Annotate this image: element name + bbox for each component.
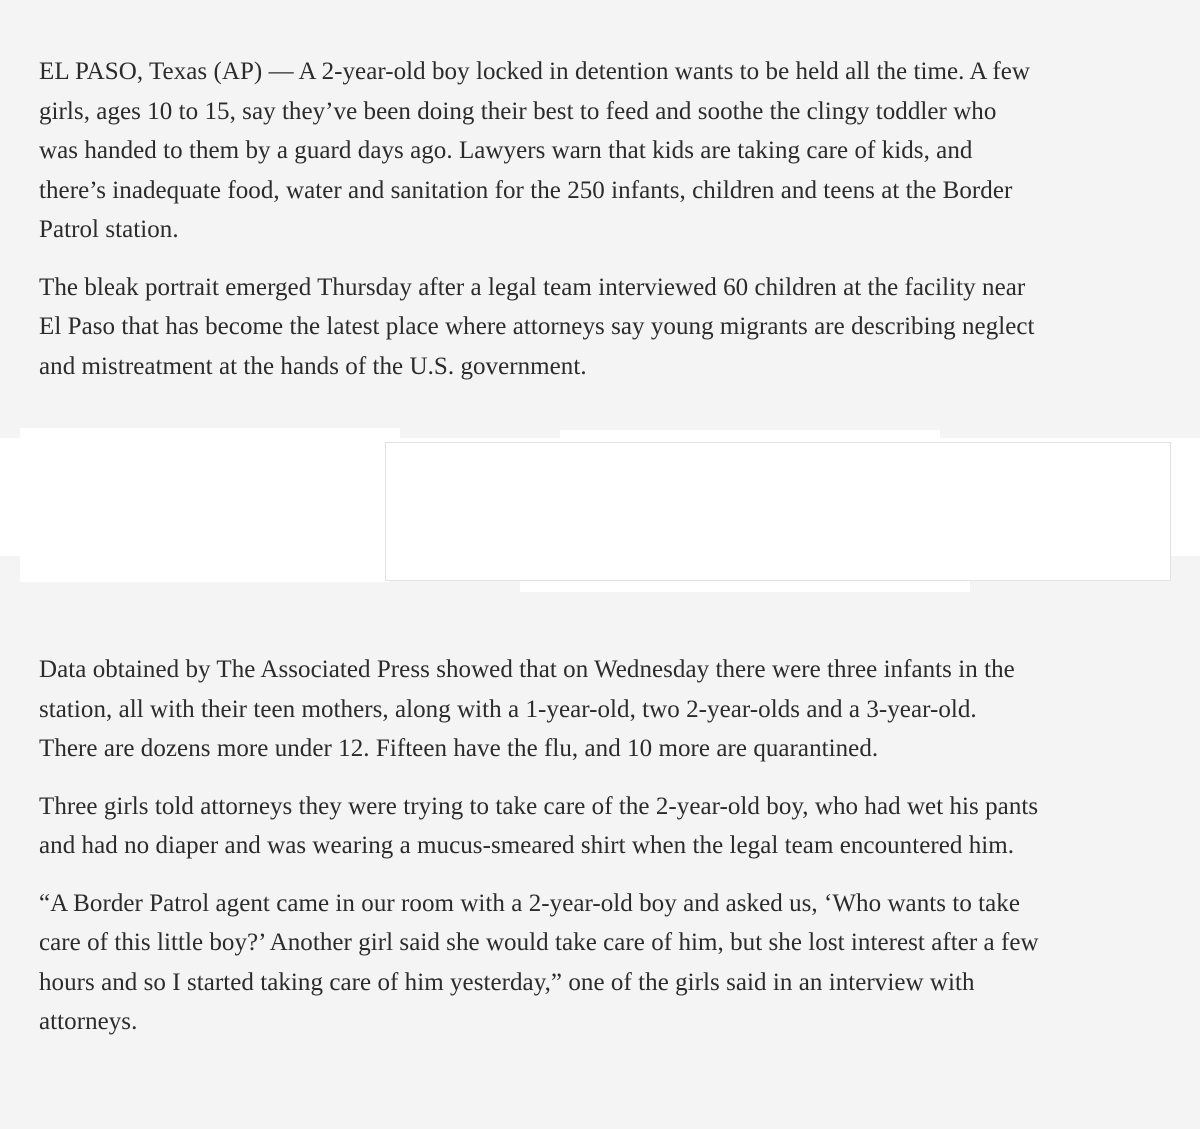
article-paragraph: Data obtained by The Associated Press showed that on Wednesday there were three infants in the station, all with their teen mothers, along with a 1-year-old, two 2-year-olds and a 3-year-old. There are dozens more under 12. Fifteen have the flu, and 10 more are quarantined.	[39, 656, 1015, 762]
article-bottom	[39, 650, 1039, 1042]
article-paragraph: The bleak portrait emerged Thursday after a legal team interviewed 60 children at the facility near El Paso that has become the latest place where attorneys say young migrants are describing neglect and mistreatment at the hands of the U.S. government.	[39, 273, 1035, 380]
article-paragraph: EL PASO, Texas (AP) — A 2-year-old boy locked in detention wants to be held all the time. A few girls, ages 10 to 15, say they’ve been doing their best to feed and soothe the clingy toddler who was handed to them by a guard days ago. Lawyers warn that kids are taking care of kids, and there’s inadequate food, water and sanitation for the 250 infants, children and teens at the Border Patrol station.	[39, 58, 1031, 243]
redaction-patch	[20, 538, 390, 582]
article-top	[39, 52, 1039, 386]
redaction-patch	[20, 428, 400, 458]
article-paragraph: “A Border Patrol agent came in our room with a 2-year-old boy and asked us, ‘Who wants to take care of this little boy?’ Another girl said she would take care of him, but she lost interest after a few hours and so I started taking care of him yesterday,” one of the girls said in an interview with attorneys.	[39, 889, 1039, 1035]
redacted-area	[0, 428, 1200, 588]
article-paragraph: Three girls told attorneys they were trying to take care of the 2-year-old boy, who had wet his pants and had no diaper and was wearing a mucus-smeared shirt when the legal team encountered him.	[39, 792, 1039, 859]
redaction-box	[385, 442, 1171, 581]
